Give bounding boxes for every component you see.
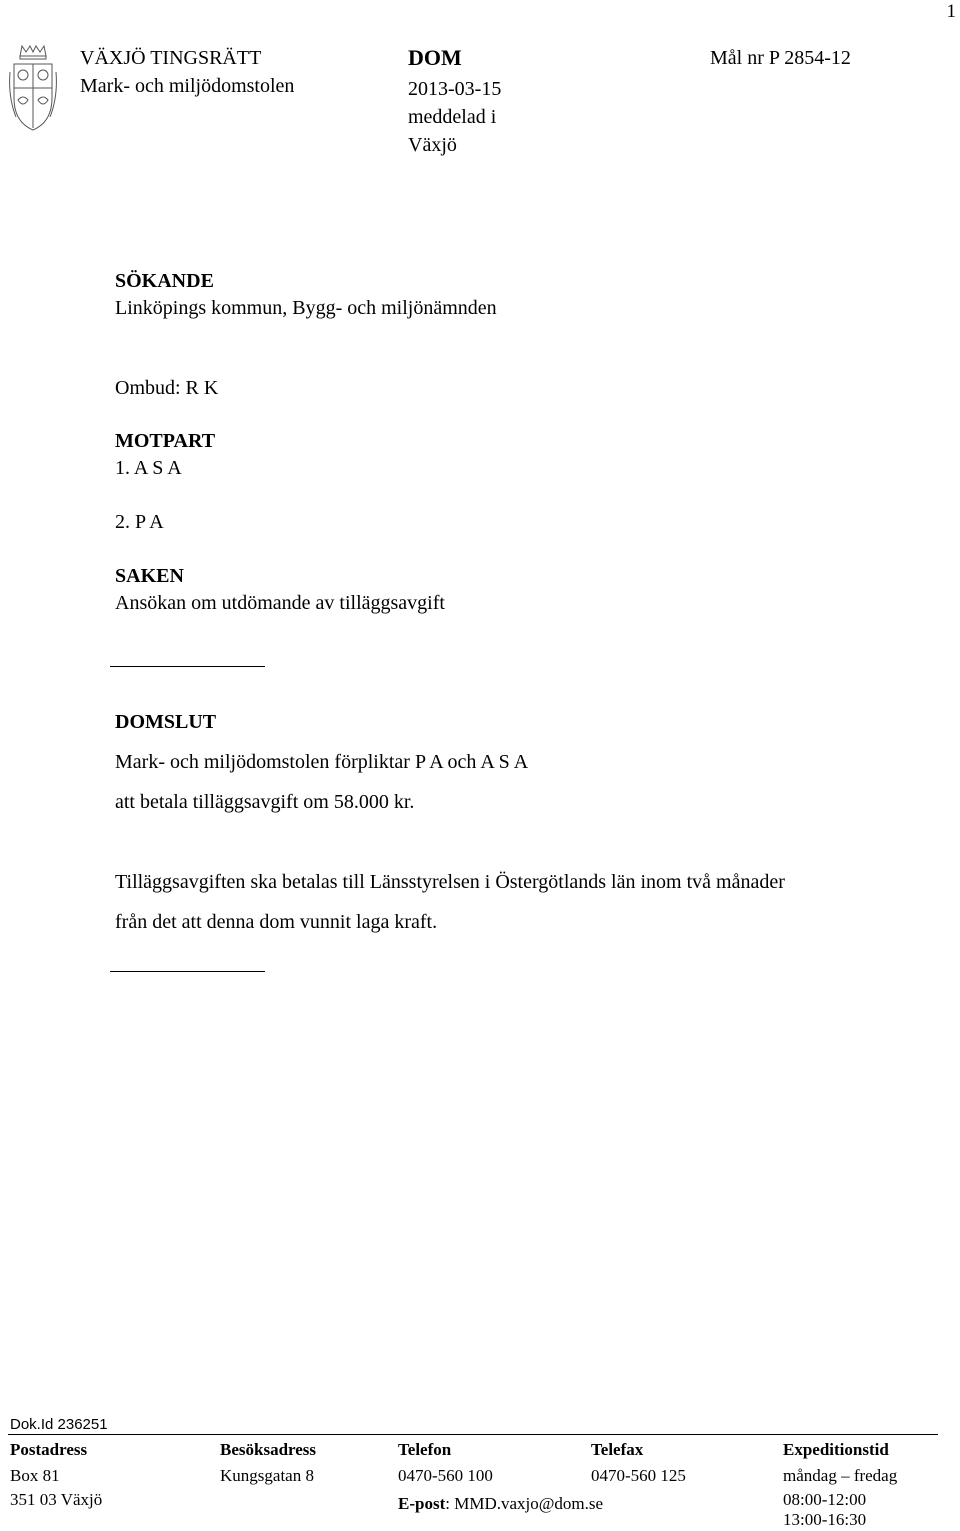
applicant-heading: SÖKANDE: [115, 270, 214, 292]
judgment-line-2: att betala tilläggsavgift om 58.000 kr.: [115, 791, 415, 813]
document-date: 2013-03-15: [408, 78, 502, 100]
respondent-1: 1. A S A: [115, 457, 182, 479]
email: [398, 1493, 603, 1515]
counsel: Ombud: R K: [115, 377, 219, 399]
email-address: : MMD.vaxjo@dom.se: [445, 1494, 604, 1513]
footer-rule: [8, 1434, 938, 1435]
phone-number: 0470-560 100: [398, 1466, 493, 1485]
footer-header-hours: Expeditionstid: [783, 1440, 889, 1459]
postal-address-line-2: 351 03 Växjö: [10, 1490, 103, 1509]
court-name: VÄXJÖ TINGSRÄTT: [80, 47, 262, 69]
footer-header-visiting: Besöksadress: [220, 1440, 317, 1459]
matter-heading: SAKEN: [115, 565, 184, 587]
court-division: Mark- och miljödomstolen: [80, 75, 295, 97]
page-number: 1: [946, 1, 956, 22]
case-number: Mål nr P 2854-12: [710, 47, 851, 69]
judgment-heading: DOMSLUT: [115, 711, 217, 733]
office-hours-morning: 08:00-12:00: [783, 1490, 867, 1509]
office-hours-days: måndag – fredag: [783, 1466, 898, 1485]
respondent-heading: MOTPART: [115, 430, 216, 452]
announced-place: Växjö: [408, 134, 457, 156]
separator-line: [110, 971, 265, 972]
judgment-line-4: från det att denna dom vunnit laga kraft.: [115, 911, 438, 933]
applicant-name: Linköpings kommun, Bygg- och miljönämnden: [115, 297, 497, 319]
announced-label: meddelad i: [408, 106, 497, 128]
matter-text: Ansökan om utdömande av tilläggsavgift: [115, 592, 445, 614]
document-id: Dok.Id 236251: [10, 1416, 108, 1433]
footer-header-fax: Telefax: [591, 1440, 644, 1459]
fax-number: 0470-560 125: [591, 1466, 686, 1485]
office-hours-afternoon: 13:00-16:30: [783, 1510, 867, 1529]
document-type: DOM: [408, 45, 462, 70]
respondent-2: 2. P A: [115, 511, 164, 533]
email-label: E-post: [398, 1494, 446, 1513]
postal-address-line-1: Box 81: [10, 1466, 60, 1485]
separator-line: [110, 666, 265, 667]
footer-header-postal: Postadress: [10, 1440, 88, 1459]
visiting-address: Kungsgatan 8: [220, 1466, 314, 1485]
judgment-line-3: Tilläggsavgiften ska betalas till Länsstyrelsen i Östergötlands län inom två månader: [115, 871, 785, 893]
footer-header-phone: Telefon: [398, 1440, 452, 1459]
judgment-line-1: Mark- och miljödomstolen förpliktar P A och A S A: [115, 751, 529, 773]
court-crest-icon: [8, 42, 58, 134]
